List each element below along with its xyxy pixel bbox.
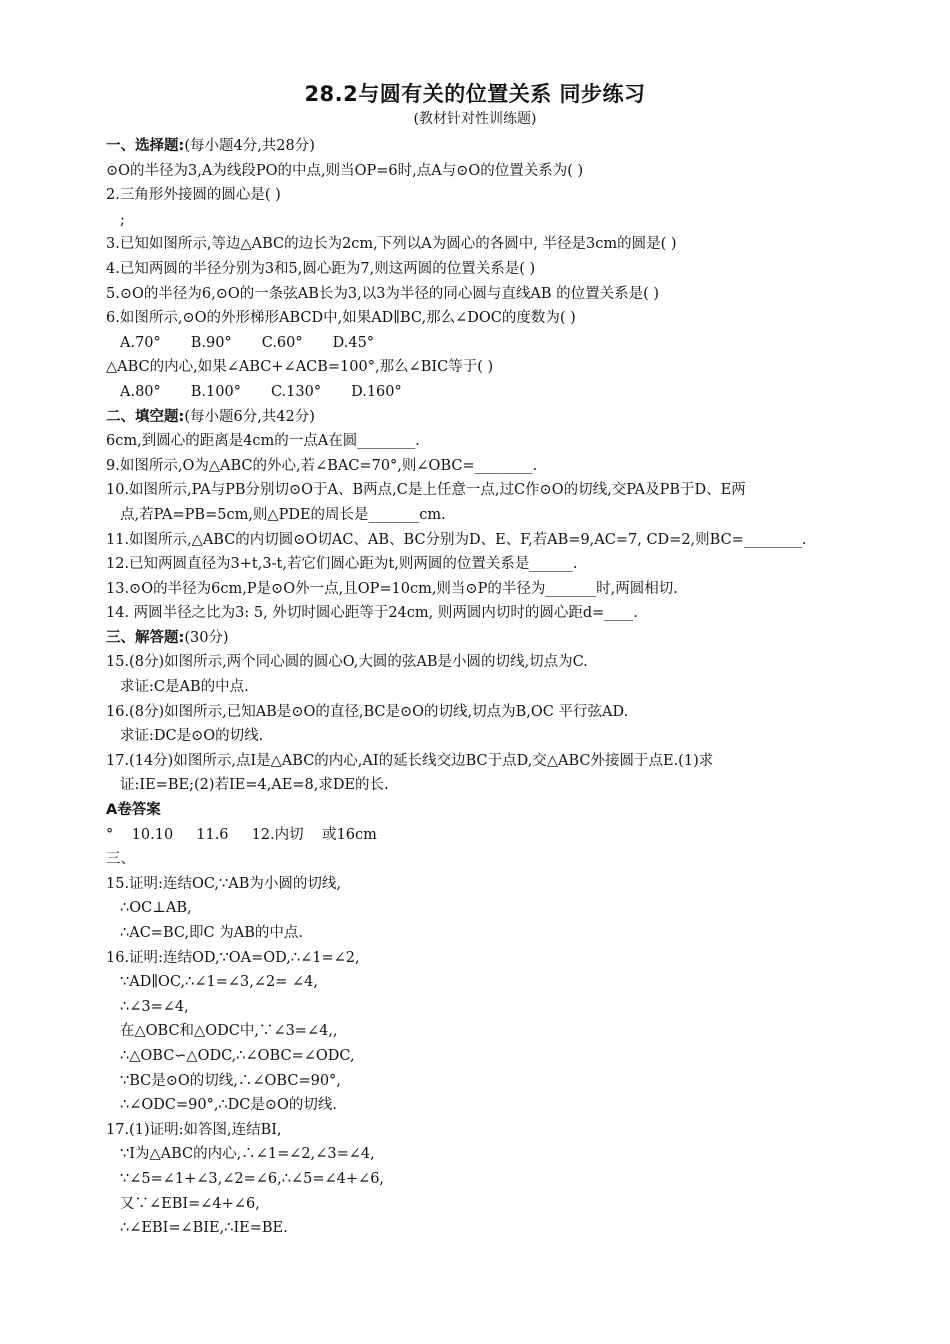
section-solve-header: 三、解答题:(30分) bbox=[106, 629, 229, 646]
section-choice-header: 一、选择题:(每小题4分,共28分) bbox=[106, 138, 315, 154]
option-b: B.90° bbox=[190, 334, 232, 351]
question-13: 13.⊙O的半径为6cm,P是⊙O外一点,且OP=10cm,则当⊙P的半径为_______时,两圆相切. bbox=[106, 580, 678, 597]
section-fill-header: 二、填空题:(每小题6分,共42分) bbox=[106, 408, 315, 425]
answers-heading: A卷答案 bbox=[106, 802, 161, 819]
option-a: A.80° bbox=[120, 383, 161, 400]
question-2-fragment: ; bbox=[120, 211, 125, 228]
answer-16-line: ∴△OBC∽△ODC,∴∠OBC=∠ODC, bbox=[120, 1047, 355, 1064]
answer-16-line: 16.证明:连结OD,∵OA=OD,∴∠1=∠2, bbox=[106, 949, 360, 966]
page-title: 28.2与圆有关的位置关系 同步练习 bbox=[304, 82, 646, 106]
question-5: 5.⊙O的半径为6,⊙O的一条弦AB长为3,以3为半径的同心圆与直线AB 的位置关系是( ) bbox=[106, 285, 660, 302]
question-14: 14. 两圆半径之比为3: 5, 外切时圆心距等于24cm, 则两圆内切时的圆心距d=____. bbox=[106, 605, 638, 622]
question-6-options bbox=[106, 331, 866, 356]
question-4: 4.已知两圆的半径分别为3和5,圆心距为7,则这两圆的位置关系是( ) bbox=[106, 260, 536, 277]
answer-16-line: ∴∠3=∠4, bbox=[120, 998, 189, 1015]
question-10-cont: 点,若PA=PB=5cm,则△PDE的周长是_______cm. bbox=[120, 506, 446, 523]
question-11: 11.如图所示,△ABC的内切圆⊙O切AC、AB、BC分别为D、E、F,若AB=9,AC=7, CD=2,则BC=________. bbox=[106, 531, 807, 548]
answer-15-line: 15.证明:连结OC,∵AB为小圆的切线, bbox=[106, 875, 341, 892]
question-17-cont: 证:IE=BE;(2)若IE=4,AE=8,求DE的长. bbox=[120, 777, 389, 794]
answer-16-line: ∵AD∥OC,∴∠1=∠3,∠2= ∠4, bbox=[120, 974, 318, 991]
answer-16-line: ∵BC是⊙O的切线,∴∠OBC=90°, bbox=[120, 1072, 341, 1089]
answer-16-line: ∴∠ODC=90°,∴DC是⊙O的切线. bbox=[120, 1097, 338, 1114]
question-9: 9.如图所示,O为△ABC的外心,若∠BAC=70°,则∠OBC=________. bbox=[106, 457, 538, 474]
question-17: 17.(14分)如图所示,点I是△ABC的内心,AI的延长线交边BC于点D,交△ABC外接圆于点E.(1)求 bbox=[106, 752, 714, 769]
option-c: C.130° bbox=[270, 383, 322, 400]
answer-17-line: ∵∠5=∠1+∠3,∠2=∠6,∴∠5=∠4+∠6, bbox=[120, 1170, 385, 1187]
answers-section-3: 三、 bbox=[106, 851, 135, 868]
question-15: 15.(8分)如图所示,两个同心圆的圆心O,大圆的弦AB是小圆的切线,切点为C. bbox=[106, 654, 588, 671]
question-10: 10.如图所示,PA与PB分别切⊙O于A、B两点,C是上任意一点,过C作⊙O的切线,交PA及PB于D、E两 bbox=[106, 482, 746, 499]
answer-17-line: 又∵∠EBI=∠4+∠6, bbox=[120, 1195, 260, 1212]
answer-15-line: ∴OC⊥AB, bbox=[120, 900, 192, 917]
question-16: 16.(8分)如图所示,已知AB是⊙O的直径,BC是⊙O的切线,切点为B,OC 平行弦AD. bbox=[106, 703, 629, 720]
option-d: D.160° bbox=[351, 383, 402, 400]
question-2: 2.三角形外接圆的圆心是( ) bbox=[106, 187, 281, 204]
page-subtitle: (教材针对性训练题) bbox=[413, 111, 537, 127]
answer-17-line: ∵I为△ABC的内心,∴∠1=∠2,∠3=∠4, bbox=[120, 1146, 375, 1163]
question-15-prove: 求证:C是AB的中点. bbox=[120, 679, 249, 696]
answer-17-line: 17.(1)证明:如答图,连结BI, bbox=[106, 1121, 282, 1138]
option-a: A.70° bbox=[120, 334, 161, 351]
question-1: ⊙O的半径为3,A为线段PO的中点,则当OP=6时,点A与⊙O的位置关系为( ) bbox=[106, 162, 584, 179]
question-16-prove: 求证:DC是⊙O的切线. bbox=[120, 728, 264, 745]
question-7: △ABC的内心,如果∠ABC+∠ACB=100°,那么∠BIC等于( ) bbox=[106, 359, 494, 376]
answer-17-line: ∴∠EBI=∠BIE,∴IE=BE. bbox=[120, 1220, 288, 1237]
answers-fill-blanks: ° 10.10 11.6 12.内切 或16cm bbox=[106, 826, 377, 843]
question-12: 12.已知两圆直径为3+t,3-t,若它们圆心距为t,则两圆的位置关系是______. bbox=[106, 556, 578, 573]
option-c: C.60° bbox=[261, 334, 303, 351]
option-d: D.45° bbox=[332, 334, 375, 351]
worksheet-body bbox=[106, 134, 866, 1241]
question-6: 6.如图所示,⊙O的外形梯形ABCD中,如果AD∥BC,那么∠DOC的度数为( ) bbox=[106, 310, 576, 327]
question-7-options bbox=[106, 380, 866, 405]
question-8: 6cm,到圆心的距离是4cm的一点A在圆________. bbox=[106, 433, 420, 450]
answer-15-line: ∴AC=BC,即C 为AB的中点. bbox=[120, 925, 303, 941]
question-3: 3.已知如图所示,等边△ABC的边长为2cm,下列以A为圆心的各圆中, 半径是3cm的圆是( ) bbox=[106, 236, 677, 253]
option-b: B.100° bbox=[190, 383, 241, 400]
answer-16-line: 在△OBC和△ODC中,∵∠3=∠4,, bbox=[120, 1023, 338, 1040]
